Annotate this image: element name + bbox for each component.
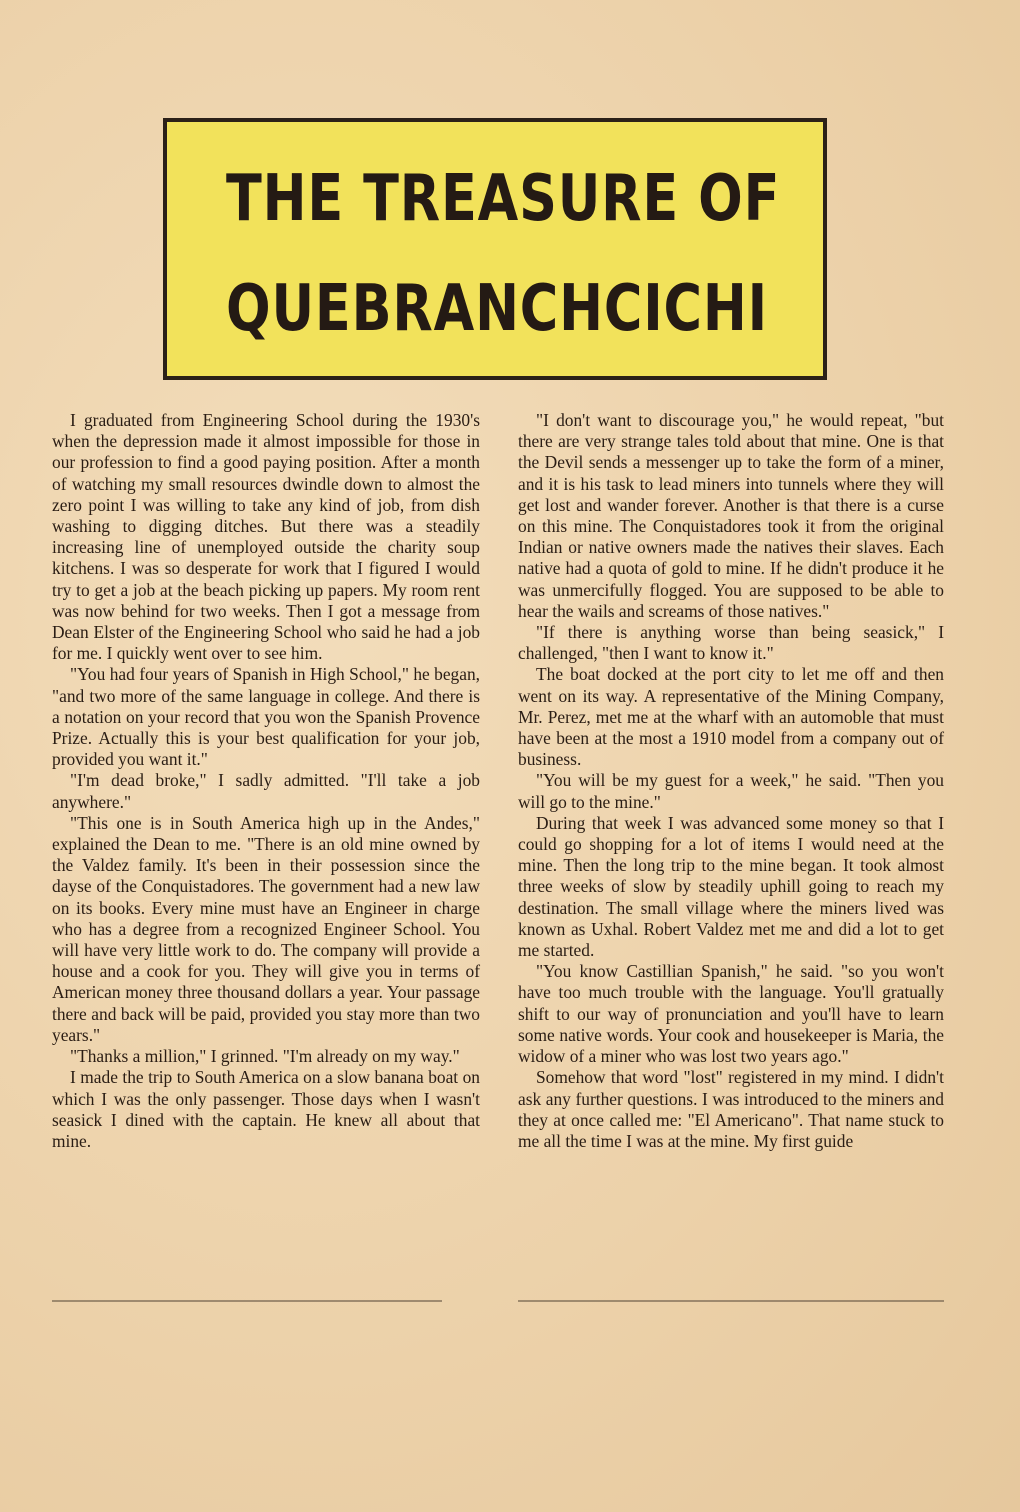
paragraph: "You know Castillian Spanish," he said. "so you won't have too much trouble with the language. You'll gratually shift to our way of pronunciation and you'll have to learn some native words. Your cook and housekeeper is Maria, the widow of a miner who was lost two years ago."	[518, 961, 944, 1067]
paragraph: Somehow that word "lost" registered in my mind. I didn't ask any further questions. I was introduced to the miners and they at once called me: "El Americano". That name stuck to me all the time I was at the mine. My first guide	[518, 1067, 944, 1151]
title-line-1: THE TREASURE OF	[226, 162, 781, 236]
paragraph: "I'm dead broke," I sadly admitted. "I'll take a job anywhere."	[52, 770, 480, 812]
title-line-2: QUEBRANCHCICHI	[226, 272, 768, 346]
left-column	[52, 410, 480, 1152]
paragraph: "If there is anything worse than being seasick," I challenged, "then I want to know it."	[518, 622, 944, 664]
paragraph: I graduated from Engineering School during the 1930's when the depression made it almost impossible for those in our profession to find a good paying position. After a month of watching my small resources dwindle down to almost the zero point I was willing to take any kind of job, from dish washing to digging ditches. But there was a steadily increasing line of unemployed outside the charity soup kitchens. I was so desperate for work that I figured I would try to get a job at the beach picking up papers. My room rent was now behind for two weeks. Then I got a message from Dean Elster of the Engineering School who said he had a job for me. I quickly went over to see him.	[52, 410, 480, 664]
paragraph: I made the trip to South America on a slow banana boat on which I was the only passenger. Those days when I wasn't seasick I dined with the captain. He knew all about that mine.	[52, 1067, 480, 1151]
paragraph: "You had four years of Spanish in High School," he began, "and two more of the same language in college. And there is a notation on your record that you won the Spanish Provence Prize. Actually this is your best qualification for your job, provided you want it."	[52, 664, 480, 770]
right-column	[518, 410, 944, 1152]
paragraph: "Thanks a million," I grinned. "I'm already on my way."	[70, 1046, 460, 1067]
paragraph: The boat docked at the port city to let me off and then went on its way. A representative of the Mining Company, Mr. Perez, met me at the wharf with an automoble that must have been at the most a 1910 model from a company out of business.	[518, 664, 944, 770]
paragraph: "I don't want to discourage you," he would repeat, "but there are very strange tales told about that mine. One is that the Devil sends a messenger up to take the form of a miner, and it is his task to lead miners into tunnels where they will get lost and wander forever. Another is that there is a curse on this mine. The Conquistadores took it from the original Indian or native owners made the natives their slaves. Each native had a quota of gold to mine. If he didn't produce it he was unmercifully flogged. You are supposed to be able to hear the wails and screams of those natives."	[518, 410, 944, 621]
title-box	[163, 118, 827, 380]
paragraph: During that week I was advanced some money so that I could go shopping for a lot of items I would need at the mine. Then the long trip to the mine began. It took almost three weeks of slow by steadily uphill going to reach my destination. The small village where the miners lived was known as Uxhal. Robert Valdez met me and did a lot to get me started.	[518, 812, 944, 961]
left-column-bottom-rule	[52, 1300, 442, 1302]
paragraph: "You will be my guest for a week," he said. "Then you will go to the mine."	[518, 770, 944, 812]
right-column-bottom-rule	[518, 1300, 944, 1302]
paragraph: "This one is in South America high up in the Andes," explained the Dean to me. "There is an old mine owned by the Valdez family. It's been in their possession since the dayse of the Conquistadores. The government had a new law on its books. Every mine must have an Engineer in charge who has a degree from a recognized Engineer School. You will have very little work to do. The company will provide a house and a cook for you. They will give you in terms of American money three thousand dollars a year. Your passage there and back will be paid, provided you stay more than two years."	[52, 812, 480, 1045]
